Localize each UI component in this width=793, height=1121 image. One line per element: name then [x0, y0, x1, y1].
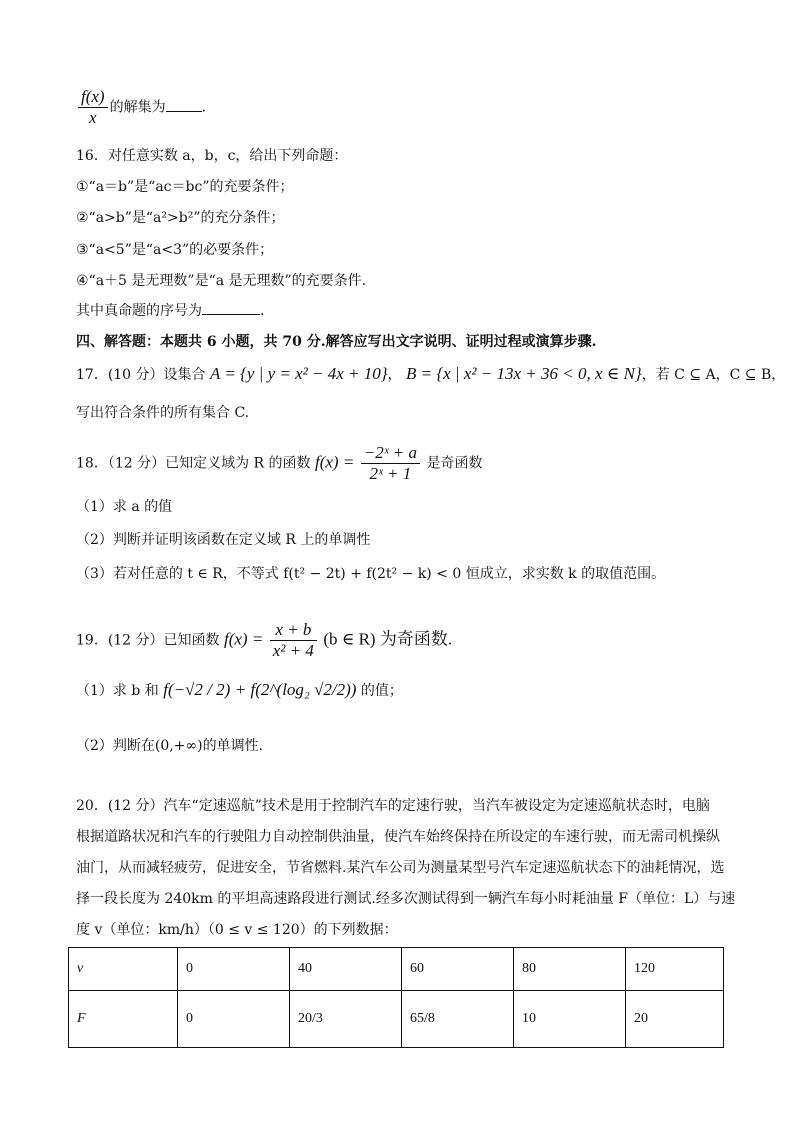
- fraction-denominator: x² + 4: [272, 641, 314, 660]
- table-cell: 20/3: [290, 991, 402, 1048]
- q18-function-fraction: [361, 443, 420, 484]
- q15-text: 的解集为: [109, 99, 166, 116]
- table-cell: 0: [178, 991, 290, 1048]
- q16-ask: 其中真命题的序号为 .: [76, 303, 265, 319]
- q16-intro: 16．对任意实数 a，b，c，给出下列命题：: [76, 148, 348, 164]
- q20-line-3: 油门，从而减轻疲劳，促进安全，节省燃料.某汽车公司为测量某型号汽车定速巡航状态下的油耗情况，选: [76, 860, 725, 876]
- q20-line-5: 度 v（单位：km/h）（0 ≤ v ≤ 120）的下列数据：: [76, 922, 398, 938]
- q16-item-2: ②“a>b”是“a²>b²”的充分条件；: [76, 210, 285, 226]
- table-row: [69, 991, 724, 1048]
- table-cell: 40: [290, 948, 402, 991]
- q18-function-lhs: f(x) =: [314, 452, 355, 472]
- q19-part-1: [76, 680, 403, 701]
- q18-part-3: （3）若对任意的 t ∈ R，不等式 f(t² − 2t) + f(2t² − k) < 0 恒成立，求实数 k 的取值范围。: [76, 566, 666, 582]
- q18-part-2: （2）判断并证明该函数在定义域 R 上的单调性: [76, 532, 371, 548]
- q17-line-2: 写出符合条件的所有集合 C.: [76, 405, 250, 421]
- table-row: [69, 948, 724, 991]
- q18-tail: 是奇函数: [426, 455, 483, 472]
- q16-ask-text: 其中真命题的序号为: [76, 303, 202, 319]
- answer-blank: [166, 111, 202, 112]
- table-cell: 10: [514, 991, 626, 1048]
- table-cell: 0: [178, 948, 290, 991]
- section-heading: 四、解答题：本题共 6 小题，共 70 分.解答应写出文字说明、证明过程或演算步骤.: [76, 334, 597, 350]
- table-cell: 60: [402, 948, 514, 991]
- q18-lead: 18．（12 分）已知定义域为 R 的函数: [76, 455, 311, 472]
- q20-line-2: 根据道路状况和汽车的行驶阻力自动控制供油量，使汽车始终保持在所设定的车速行驶，而无需司机操纵: [76, 829, 720, 845]
- table-cell: 20: [626, 991, 724, 1048]
- q19-line-1: [76, 620, 452, 661]
- q19-lead: 19．(12 分）已知函数: [76, 632, 220, 649]
- fraction-denominator: x: [89, 108, 97, 127]
- table-cell: 80: [514, 948, 626, 991]
- q17-condition: ，若 C ⊆ A，C ⊆ B，: [641, 367, 786, 383]
- fraction-numerator: −2ˣ + a: [361, 443, 420, 464]
- q19-expr-1: f(−√2 / 2): [163, 680, 231, 699]
- q16-item-1: ①“a＝b”是“ac＝bc”的充要条件；: [76, 179, 294, 195]
- q19-function-lhs: f(x) =: [224, 629, 264, 649]
- fuel-data-table: [68, 947, 724, 1048]
- table-cell: 120: [626, 948, 724, 991]
- q19-expr-2: + f(2^(log₂ √2/2)): [234, 680, 357, 699]
- q18-part-1: （1）求 a 的值: [76, 499, 173, 515]
- table-cell: F: [69, 991, 178, 1048]
- q17-line-1: 17．(10 分）设集合 A = {y | y = x² − 4x + 10}， B = {x | x² − 13x + 36 < 0, x ∈ N}，若 C ⊆ A，C ⊆ B，: [76, 364, 786, 383]
- q19-function-tail: (b ∈ R) 为奇函数.: [323, 629, 453, 649]
- q20-line-4: 择一段长度为 240km 的平坦高速路段进行测试.经多次测试得到一辆汽车每小时耗油量 F（单位：L）与速: [76, 891, 736, 907]
- q15-tail: $\frac{f(x)}{x}$ 的解集为 .: [76, 87, 206, 128]
- table-cell: v: [69, 948, 178, 991]
- q16-item-4: ④“a＋5 是无理数”是“a 是无理数”的充要条件．: [76, 273, 376, 289]
- q16-item-3: ③“a<5”是“a<3”的必要条件；: [76, 242, 274, 258]
- q18-line-1: [76, 443, 482, 484]
- q20-line-1: 20．(12 分）汽车“定速巡航”技术是用于控制汽车的定速行驶，当汽车被设定为定速巡航状态时，电脑: [76, 798, 710, 814]
- table-cell: 65/8: [402, 991, 514, 1048]
- q17-lead: 17．(10 分）设集合: [76, 367, 206, 383]
- q19-part1-tail: 的值；: [360, 683, 403, 699]
- q19-function-fraction: [270, 620, 317, 661]
- set-b-definition: B = {x | x² − 13x + 36 < 0, x ∈ N}: [405, 364, 642, 383]
- fraction-denominator: 2ˣ + 1: [369, 464, 412, 483]
- set-a-definition: A = {y | y = x² − 4x + 10}: [210, 364, 388, 383]
- fraction-f-over-x: [78, 87, 108, 128]
- fraction-numerator: x + b: [270, 620, 317, 641]
- fraction-numerator: f(x): [78, 87, 108, 108]
- answer-blank: [202, 314, 260, 315]
- q19-part1-pre: （1）求 b 和: [76, 683, 159, 699]
- q19-part-2: （2）判断在(0,+∞)的单调性.: [76, 738, 264, 754]
